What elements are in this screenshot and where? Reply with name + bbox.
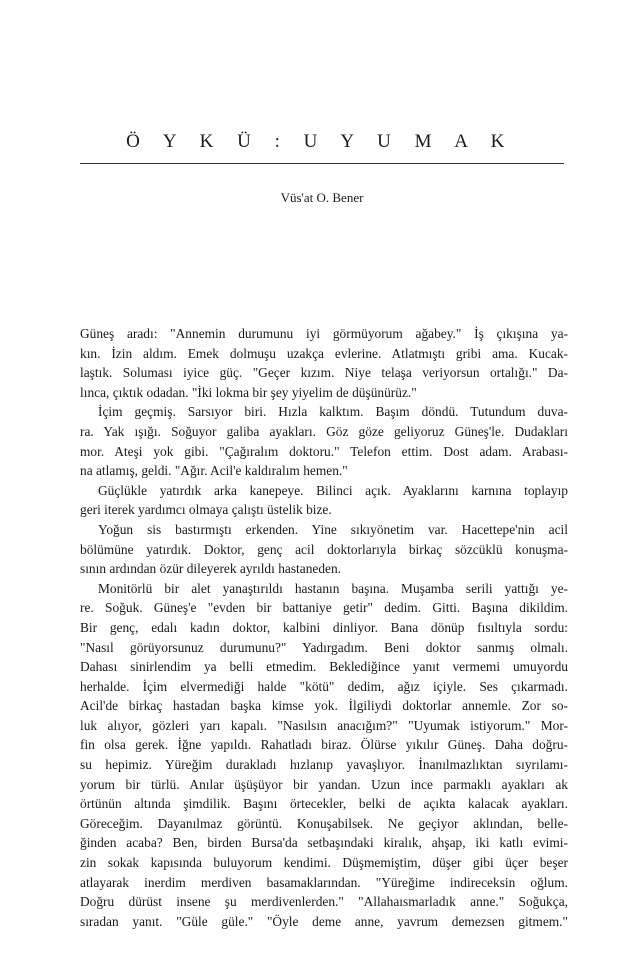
author-name: Vüs'at O. Bener xyxy=(280,190,364,205)
text-line: lınca, çıktık odadan. "İki lokma bir şey yiyelim de düşünürüz." xyxy=(80,384,417,400)
text-line: luk alıyor, gözleri yarı kapalı. "Nasılsın anacığım?" "Uyumak istiyorum." Mor- xyxy=(80,717,568,733)
text-line: Bir genç, edalı kadın doktor, kalbini dinliyor. Bana dönüp fısıltıyla sordu: xyxy=(80,619,568,635)
text-line: herhalde. İçim elvermediği halde "kötü" dedim, ağız içiyle. Ses çıkarmadı. xyxy=(80,678,568,694)
text-line: ra. Yak ışığı. Soğuyor galiba ayakları. Göz göze geliyoruz Güneş'le. Dudakları xyxy=(80,423,568,439)
text-line: örtünün altında şimdilik. Başını örtecekler, belki de açıkta kalacak ayakları. xyxy=(80,796,568,812)
text-line: Monitörlü bir alet yanaştırıldı hastanın başına. Muşamba serili yattığı ye- xyxy=(98,580,568,596)
text-line: kın. İzin aldım. Emek dolmuşu uzakça evlerine. Atlatmıştı gribi ama. Kucak- xyxy=(80,345,568,361)
title-divider xyxy=(80,163,564,164)
text-line: laştık. Soluması iyice güç. "Geçer kızım. Niye telaşa veriyorsun ortalığı." Da- xyxy=(80,365,568,381)
text-line: Güneş aradı: "Annemin durumunu iyi görmüyorum ağabey." İş çıkışına ya- xyxy=(80,326,568,341)
text-line: atlayarak inerdim merdiven basamaklarından. "Yüreğime indireceksin oğlum. xyxy=(80,874,568,890)
text-line: re. Soğuk. Güneş'e "evden bir battaniye getir" dedim. Gitti. Başına dikildim. xyxy=(80,600,568,616)
paragraph xyxy=(80,481,568,520)
text-line: Dahası sinirlendim ya belli etmedim. Beklediğince yanıt vermemi umuyordu xyxy=(80,659,568,675)
text-line: Göreceğim. Dayanılmaz görüntü. Konuşabilsek. Ne geçiyor aklından, belle- xyxy=(80,815,568,831)
paragraph xyxy=(80,520,568,579)
text-line: ğinden acaba? Ben, birden Bursa'da setbaşındaki kiralık, ahşap, iki katlı evimi- xyxy=(80,835,568,851)
text-line: mor. Ateşi yok gibi. "Çağıralım doktoru." Telefon ettim. Dost adam. Arabası- xyxy=(80,443,568,459)
paragraph xyxy=(80,324,568,402)
text-line: İçim geçmiş. Sarsıyor biri. Hızla kalktım. Başım döndü. Tutundum duva- xyxy=(98,404,568,420)
paragraph xyxy=(80,402,568,480)
text-line: fin olsa gerek. İğne yapıldı. Rahatladı biraz. Ölürse yıkılır Güneş. Daha doğru- xyxy=(80,737,568,753)
text-line: Doğru dürüst insene şu merdivenlerden." "Allahaısmarladık anne." Soğukça, xyxy=(80,894,568,910)
text-line: Yoğun sis bastırmıştı erkenden. Yine sıkıyönetim var. Hacettepe'nin acil xyxy=(98,521,568,537)
text-line: su hepimiz. Yüreğim durakladı hızlanıp yavaşlıyor. İnanılmazlıktan sıyrılamı- xyxy=(80,757,568,773)
story-body xyxy=(80,324,568,931)
text-line: Güçlükle yatırdık arka kanepeye. Bilinci açık. Ayaklarını karnına toplayıp xyxy=(98,482,568,498)
text-line: na atlamış, geldi. "Ağır. Acil'e kaldıralım hemen." xyxy=(80,463,348,479)
text-line: yorum bir türlü. Anılar üşüşüyor bir yandan. Uzun ince parmaklı ayakları ak xyxy=(80,776,568,792)
text-line: bölümüne yatırdık. Doktor, genç acil doktorlarıyla birkaç sözcüklü konuşma- xyxy=(80,541,568,557)
text-line: Acil'de birkaç hastadan başka kimse yok. İlgiliydi doktorlar annemle. Zor so- xyxy=(80,698,568,714)
text-line: geri iterek yardımcı olmaya çalıştı üstelik bize. xyxy=(80,502,332,518)
text-line: sının ardından özür dileyerek ayrıldı hastaneden. xyxy=(80,561,342,577)
story-title: Ö Y K Ü : U Y U M A K xyxy=(126,131,514,152)
text-line: sıradan yanıt. "Güle güle." "Öyle deme anne, yavrum demezsen gitmem." xyxy=(80,913,568,929)
paragraph xyxy=(80,579,568,932)
text-line: "Nasıl görüyorsunuz durumunu?" Yadırgadım. Beni doktor sanmış olmalı. xyxy=(80,639,568,655)
text-line: zin sokak kapısında buluyorum kendimi. Düşmemiştim, düşer gibi üçer beşer xyxy=(80,855,568,871)
